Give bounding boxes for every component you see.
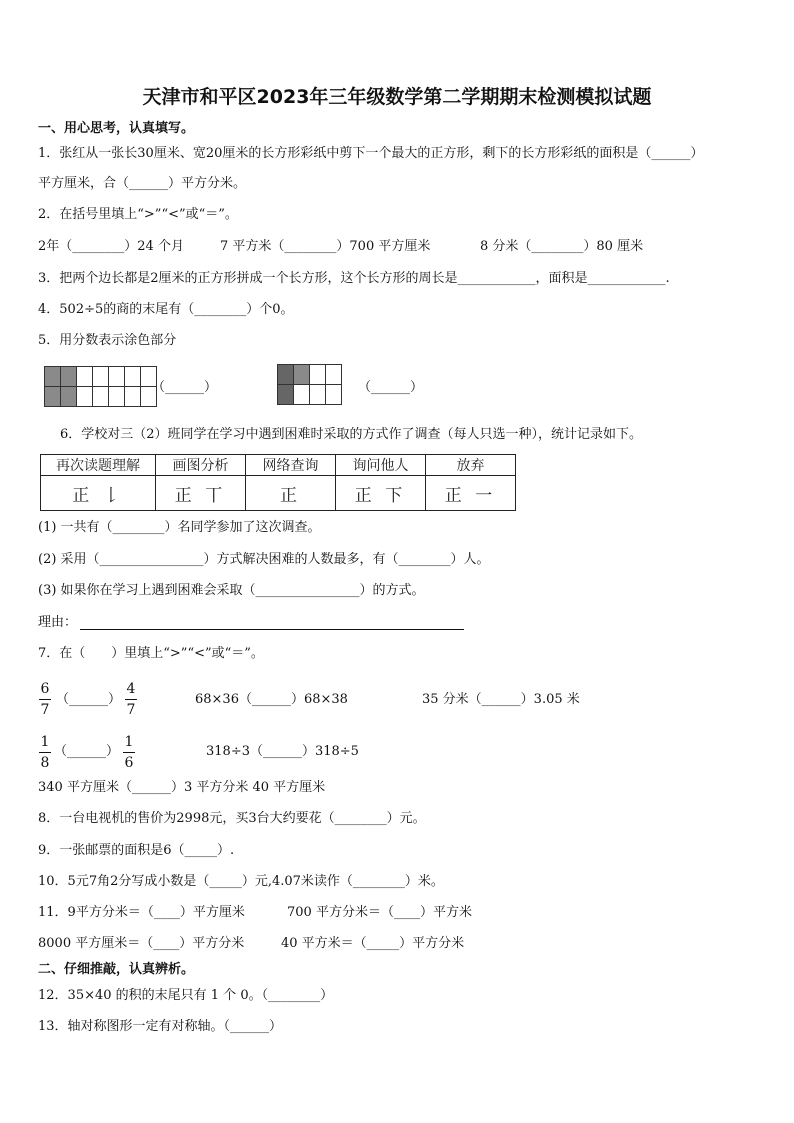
survey-header: 询问他人 [336, 455, 426, 476]
fraction-6-7 [39, 681, 51, 718]
question-9: 9．一张邮票的面积是6（_____）. [38, 843, 235, 858]
question-6: 6．学校对三（2）班同学在学习中遇到困难时采取的方式作了调查（每人只选一种），统计记录如下。 [60, 427, 643, 442]
question-7: 7．在（ ）里填上“>”“<”或“＝”。 [38, 646, 264, 661]
question-5-blank-1: （______） [152, 380, 218, 395]
question-12: 12．35×40 的积的末尾只有 1 个 0。（________） [38, 988, 334, 1003]
fraction-4-7 [125, 681, 137, 718]
question-5: 5．用分数表示涂色部分 [38, 333, 177, 348]
fraction-denominator: 7 [40, 702, 50, 718]
reason-answer-line [80, 629, 464, 630]
question-4: 4．502÷5的商的末尾有（________）个0。 [38, 302, 294, 317]
question-7-blank-1: （______） [56, 692, 122, 707]
section-2-heading: 二、仔细推敲，认真辨析。 [38, 962, 195, 977]
question-1-line-1: 1．张红从一张长30厘米、宽20厘米的长方形彩纸中剪下一个最大的正方形，剩下的长方形彩纸的面积是（______） [38, 146, 704, 161]
question-2-b: 7 平方米（________）700 平方厘米 [220, 239, 431, 254]
survey-table [40, 454, 516, 511]
tally-mark: 正 [246, 476, 336, 511]
question-7-d: 318÷3（______）318÷5 [206, 744, 359, 759]
fraction-denominator: 8 [40, 755, 50, 771]
survey-header: 放弃 [426, 455, 516, 476]
question-8: 8．一台电视机的售价为2998元，买3台大约要花（________）元。 [38, 811, 426, 826]
question-7-e: 340 平方厘米（______）3 平方分米 40 平方厘米 [38, 780, 326, 795]
question-10: 10．5元7角2分写成小数是（_____）元,4.07米读作（________）米。 [38, 874, 444, 889]
question-11-c: 8000 平方厘米＝（____）平方分米 [38, 936, 245, 951]
question-13: 13．轴对称图形一定有对称轴。（______） [38, 1019, 283, 1034]
shaded-grid-2 [277, 364, 342, 405]
question-3: 3．把两个边长都是2厘米的正方形拼成一个长方形，这个长方形的周长是____________，面积是____________. [38, 271, 670, 286]
fraction-denominator: 7 [126, 702, 136, 718]
question-11-b: 700 平方分米＝（____）平方米 [287, 905, 472, 920]
question-2-c: 8 分米（________）80 厘米 [480, 239, 644, 254]
fraction-denominator: 6 [124, 755, 134, 771]
tally-mark: 正 𠄌 [41, 476, 156, 511]
question-2: 2．在括号里填上“>”“<”或“＝”。 [38, 207, 238, 222]
tally-mark: 正 一 [426, 476, 516, 511]
question-5-blank-2: （______） [358, 380, 424, 395]
fraction-numerator: 1 [124, 734, 134, 750]
tally-mark: 正 丅 [156, 476, 246, 511]
fraction-1-6 [123, 734, 135, 771]
fraction-numerator: 1 [40, 734, 50, 750]
survey-header: 画图分析 [156, 455, 246, 476]
question-2-a: 2年（________）24 个月 [38, 239, 184, 254]
fraction-numerator: 6 [40, 681, 50, 697]
fraction-numerator: 4 [126, 681, 136, 697]
question-6-2: (2) 采用（________________）方式解决困难的人数最多，有（________）人。 [38, 552, 490, 567]
fraction-1-8 [39, 734, 51, 771]
question-6-1: (1) 一共有（________）名同学参加了这次调查。 [38, 520, 321, 535]
question-6-reason-label: 理由： [38, 615, 78, 630]
question-7-blank-2: （______） [54, 744, 120, 759]
shaded-grid-1 [44, 366, 157, 407]
question-6-3: (3) 如果你在学习上遇到困难会采取（________________）的方式。 [38, 583, 425, 598]
survey-header: 网络查询 [246, 455, 336, 476]
question-7-b: 68×36（______）68×38 [195, 692, 348, 707]
question-11-a: 11．9平方分米＝（____）平方厘米 [38, 905, 245, 920]
survey-header: 再次读题理解 [41, 455, 156, 476]
page-title: 天津市和平区2023年三年级数学第二学期期末检测模拟试题 [142, 86, 652, 108]
question-7-c: 35 分米（______）3.05 米 [422, 692, 580, 707]
question-11-d: 40 平方米＝（_____）平方分米 [281, 936, 465, 951]
question-1-line-2: 平方厘米，合（______）平方分米。 [38, 176, 247, 191]
section-1-heading: 一、用心思考，认真填写。 [38, 121, 195, 136]
tally-mark: 正 下 [336, 476, 426, 511]
